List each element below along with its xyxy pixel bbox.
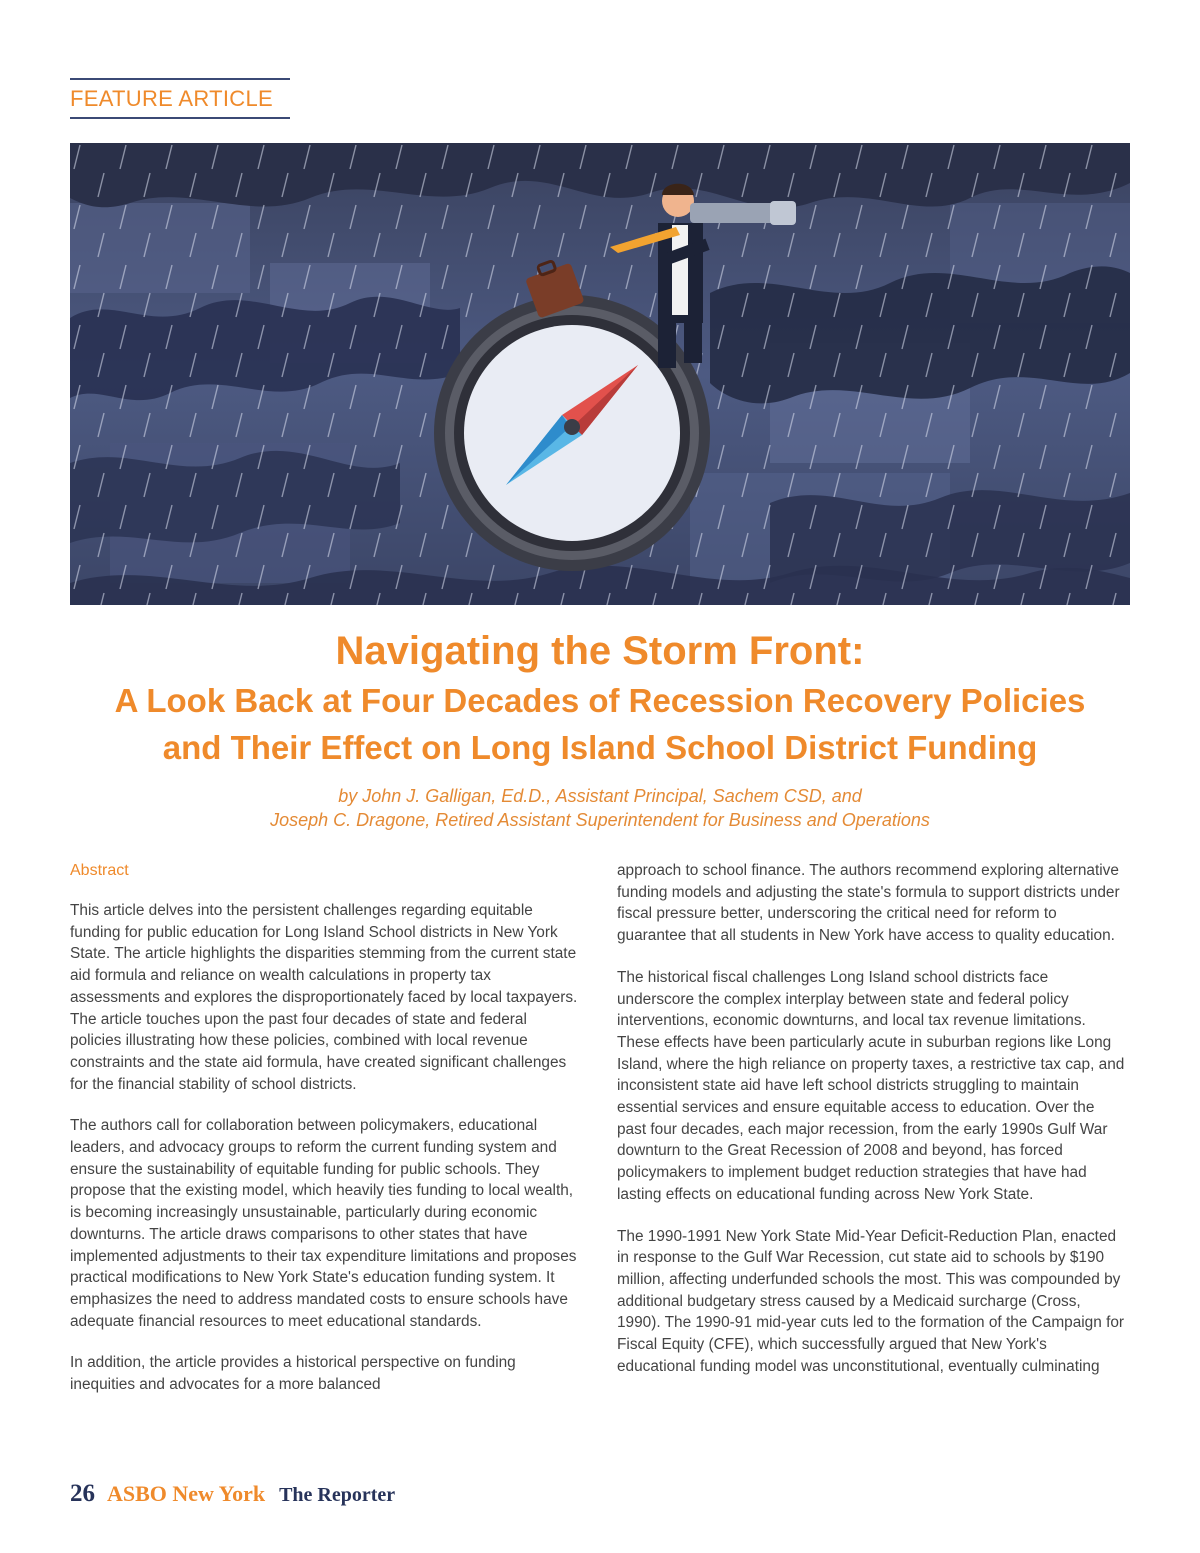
title-line-2: A Look Back at Four Decades of Recession Recovery Policies bbox=[114, 682, 1086, 719]
hero-illustration bbox=[70, 143, 1130, 605]
paragraph: approach to school finance. The authors recommend exploring alternative funding models and adjusting the state's formula to support districts under fiscal pressure better, underscoring the critical need for reform to guarantee that all students in New York have access to quality education. bbox=[617, 862, 1120, 945]
byline-line-2: Joseph C. Dragone, Retired Assistant Superintendent for Business and Operations bbox=[270, 810, 930, 830]
paragraph: This article delves into the persistent challenges regarding equitable funding for public education for Long Island School districts in New York State. The article highlights the disparities stemming from the current state aid formula and reliance on wealth calculations in property tax assessments and explores the disproportionately faced by local taxpayers. The article touches upon the past four decades of state and federal policies illustrating how these policies, combined with local revenue constraints and the state aid formula, have created significant challenges for the financial stability of school districts. bbox=[70, 902, 578, 1093]
paragraph: The historical fiscal challenges Long Island school districts face underscore the complex interplay between state and federal policy interventions, economic downturns, and local tax revenue limitations. These effects have been particularly acute in suburban regions like Long Island, where the high reliance on property taxes, a restrictive tax cap, and inconsistent state aid have left school districts struggling to maintain essential services and ensure equitable access to education. Over the past four decades, each major recession, from the early 1990s Gulf War downturn to the Great Recession of 2008 and beyond, has forced policymakers to implement budget reduction strategies that have had lasting effects on educational funding across New York State. bbox=[617, 968, 1125, 1203]
paragraph: The authors call for collaboration between policymakers, educational leaders, and advocacy groups to reform the current funding system and ensure the sustainability of equitable funding for public schools. They propose that the existing model, which heavily ties funding to local wealth, is becoming increasingly unsustainable, particularly during economic downturns. The article draws comparisons to other states that have implemented adjustments to their tax expenditure limitations and proposes practical modifications to New York State's education funding system. It emphasizes the need to address mandated costs to ensure schools have adequate financial resources to meet educational standards. bbox=[70, 1117, 577, 1330]
article-title bbox=[40, 625, 1160, 771]
title-line-main: Navigating the Storm Front: bbox=[335, 629, 865, 673]
right-column bbox=[617, 860, 1127, 1397]
page-footer bbox=[70, 1480, 395, 1512]
abstract-heading: Abstract bbox=[70, 862, 129, 879]
paragraph: In addition, the article provides a historical perspective on funding inequities and advocates for a more balanced bbox=[70, 1354, 516, 1394]
title-line-3: and Their Effect on Long Island School District Funding bbox=[162, 729, 1038, 766]
page-number: 26 bbox=[70, 1480, 95, 1507]
left-column bbox=[70, 860, 580, 1416]
organization-name: ASBO New York bbox=[107, 1481, 266, 1506]
section-tag: FEATURE ARTICLE bbox=[70, 78, 290, 119]
byline bbox=[100, 784, 1100, 832]
paragraph: The 1990-1991 New York State Mid-Year Deficit-Reduction Plan, enacted in response to the Gulf War Recession, cut state aid to schools by $190 million, affecting underfunded schools the most. This was compounded by additional budgetary stress caused by a Medicaid surcharge (Cross, 1990). The 1990-91 mid-year cuts led to the formation of the Campaign for Fiscal Equity (CFE), which successfully argued that New York's educational funding model was unconstitutional, eventually culminating bbox=[617, 1227, 1125, 1375]
byline-line-1: by John J. Galligan, Ed.D., Assistant Principal, Sachem CSD, and bbox=[338, 786, 862, 806]
publication-name: The Reporter bbox=[279, 1484, 396, 1506]
